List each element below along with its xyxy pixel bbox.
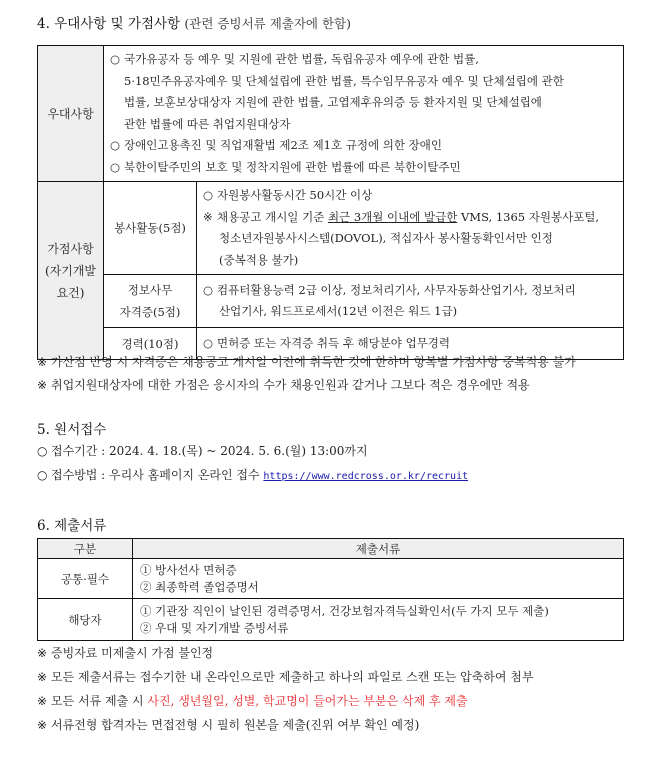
circle-bullet-icon: ○ (203, 282, 214, 297)
career-category: 경력(10점) (121, 336, 179, 351)
preference-label: 우대사항 (47, 107, 94, 121)
certificate-content-cell (197, 275, 624, 328)
certificate-line-continuation: 산업기사, 워드프로세서(12년 이전은 워드 1급) (219, 304, 458, 318)
certificate-line: ○ 컴퓨터활용능력 2급 이상, 정보처리기사, 사무자동화산업기사, 정보처리 (203, 280, 617, 302)
application-period-value: 2024. 4. 18.(목) ~ 2024. 5. 6.(월) 13:00까지 (109, 444, 368, 458)
highlighted-warning: 사진, 생년월일, 성별, 학교명이 들어가는 부분은 삭제 후 제출 (147, 694, 468, 708)
documents-table (37, 538, 624, 641)
document-item: ② 우대 및 자기개발 증빙서류 (140, 620, 289, 635)
volunteer-category-cell (104, 182, 197, 275)
underlined-emphasis: 최근 3개월 이내에 발급한 (327, 209, 458, 224)
circle-bullet-icon: ○ (110, 138, 121, 152)
reference-mark-icon: ※ (37, 355, 48, 369)
section-4-note: ※ 가산점 반영 시 자격증은 채용공고 게시일 이전에 취득한 것에 한하며 항복별 가점사항 중복적용 불가 (37, 355, 576, 369)
volunteer-note-continuation: (중복적용 불가) (219, 252, 299, 267)
header-category: 구분 (38, 539, 133, 559)
certificate-category-cell (104, 275, 197, 328)
volunteer-category: 봉사활동(5점) (114, 221, 186, 235)
circle-bullet-icon: ○ (110, 159, 121, 174)
section-6-title: 6. 제출서류 (37, 518, 107, 534)
preference-item: ○ 장애인고용촉진 및 직업재활법 제2조 제1호 규정에 의한 장애인 (110, 135, 617, 157)
bonus-label-cell (38, 182, 104, 360)
documents-list (133, 599, 624, 641)
application-period (37, 443, 368, 459)
reference-mark-icon: ※ (37, 694, 48, 708)
application-method-label: 접수방법 : 우리사 홈페이지 온라인 접수 (51, 468, 264, 482)
preference-bonus-table (37, 45, 624, 360)
bonus-label: (자기개발 (44, 263, 97, 278)
documents-list (133, 559, 624, 599)
circle-bullet-icon: ○ (37, 444, 48, 458)
section-6-note: ※ 증빙자료 미제출시 가점 불인정 (37, 646, 214, 660)
bonus-row-certificate (38, 275, 624, 328)
reference-mark-icon: ※ (37, 718, 48, 732)
preference-item: ○ 북한이탈주민의 보호 및 정착지원에 관한 법률에 따른 북한이탈주민 (110, 157, 617, 179)
document-item: ② 최종학력 졸업증명서 (140, 579, 259, 594)
reference-mark-icon: ※ (37, 378, 48, 392)
application-method (37, 467, 468, 485)
reference-mark-icon: ※ (37, 646, 48, 660)
reference-mark-icon: ※ (203, 209, 213, 224)
documents-category: 해당자 (38, 599, 133, 641)
bonus-row-volunteer (38, 182, 624, 275)
bonus-label: 가점사항 (47, 241, 94, 256)
certificate-category: 자격증(5점) (119, 305, 181, 319)
section-6-note: ※ 모든 서류 제출 시 사진, 생년월일, 성별, 학교명이 들어가는 부분은 삭제 후 제출 (37, 694, 468, 708)
preference-item-continuation: 5·18민주유공자예우 및 단체설립에 관한 법률, 특수임무유공자 예우 및 단체설립에 관한 (124, 73, 564, 88)
section-4-title: 4. 우대사항 및 가점사항 (37, 16, 181, 32)
documents-category: 공통·필수 (38, 559, 133, 599)
section-5-title: 5. 원서접수 (37, 422, 107, 438)
volunteer-note-line: ※ 채용공고 개시일 기준 최근 3개월 이내에 발급한 VMS, 1365 자원봉사포털, (203, 207, 617, 229)
preference-item-continuation: 법률, 보훈보상대상자 지원에 관한 법률, 고엽제후유의증 등 환자지원 및 단체설립에 (124, 95, 542, 109)
reference-mark-icon: ※ (37, 670, 48, 684)
recruit-link[interactable]: https://www.redcross.or.kr/recruit (263, 471, 469, 482)
section-4-title-note: (관련 증빙서류 제출자에 한함) (184, 16, 351, 31)
volunteer-line: ○ 자원봉사활동시간 50시간 이상 (203, 185, 617, 207)
career-line: ○ 면허증 또는 자격증 취득 후 해당분야 업무경력 (203, 333, 617, 355)
section-6-note: ※ 서류전형 합격자는 면접전형 시 필히 원본을 제출(진위 여부 확인 예정) (37, 718, 420, 732)
circle-bullet-icon: ○ (203, 335, 214, 350)
bonus-label: 요건) (56, 285, 85, 300)
preference-item-continuation: 관한 법률에 따른 취업지원대상자 (124, 116, 291, 131)
circle-bullet-icon: ○ (203, 188, 214, 202)
volunteer-content-cell (197, 182, 624, 275)
section-4-heading (37, 12, 351, 32)
preference-item: ○ 국가유공자 등 예우 및 지원에 관한 법률, 독립유공자 예우에 관한 법률, (110, 49, 617, 71)
documents-row-applicable (38, 599, 624, 641)
circle-bullet-icon: ○ (37, 468, 48, 482)
preference-label-cell (38, 46, 104, 182)
volunteer-note-continuation: 청소년자원봉사시스템(DOVOL), 적십자사 봉사활동확인서만 인정 (219, 231, 553, 245)
preference-row (38, 46, 624, 182)
header-documents: 제출서류 (133, 539, 624, 559)
documents-row-common (38, 559, 624, 599)
document-item: ① 방사선사 면허증 (140, 562, 237, 577)
preference-content-cell (104, 46, 624, 182)
document-item: ① 기관장 직인이 날인된 경력증명서, 건강보험자격득실확인서(두 가지 모두 제출) (140, 603, 549, 618)
documents-table-header (38, 539, 624, 559)
section-6-note: ※ 모든 제출서류는 접수기한 내 온라인으로만 제출하고 하나의 파일로 스캔 또는 압축하여 첨부 (37, 670, 534, 684)
section-4-note: ※ 취업지원대상자에 대한 가점은 응시자의 수가 채용인원과 같거나 그보다 적은 경우에만 적용 (37, 378, 530, 392)
circle-bullet-icon: ○ (110, 52, 121, 66)
application-period-label: 접수기간 : (51, 444, 110, 458)
certificate-category: 정보사무 (127, 283, 173, 297)
